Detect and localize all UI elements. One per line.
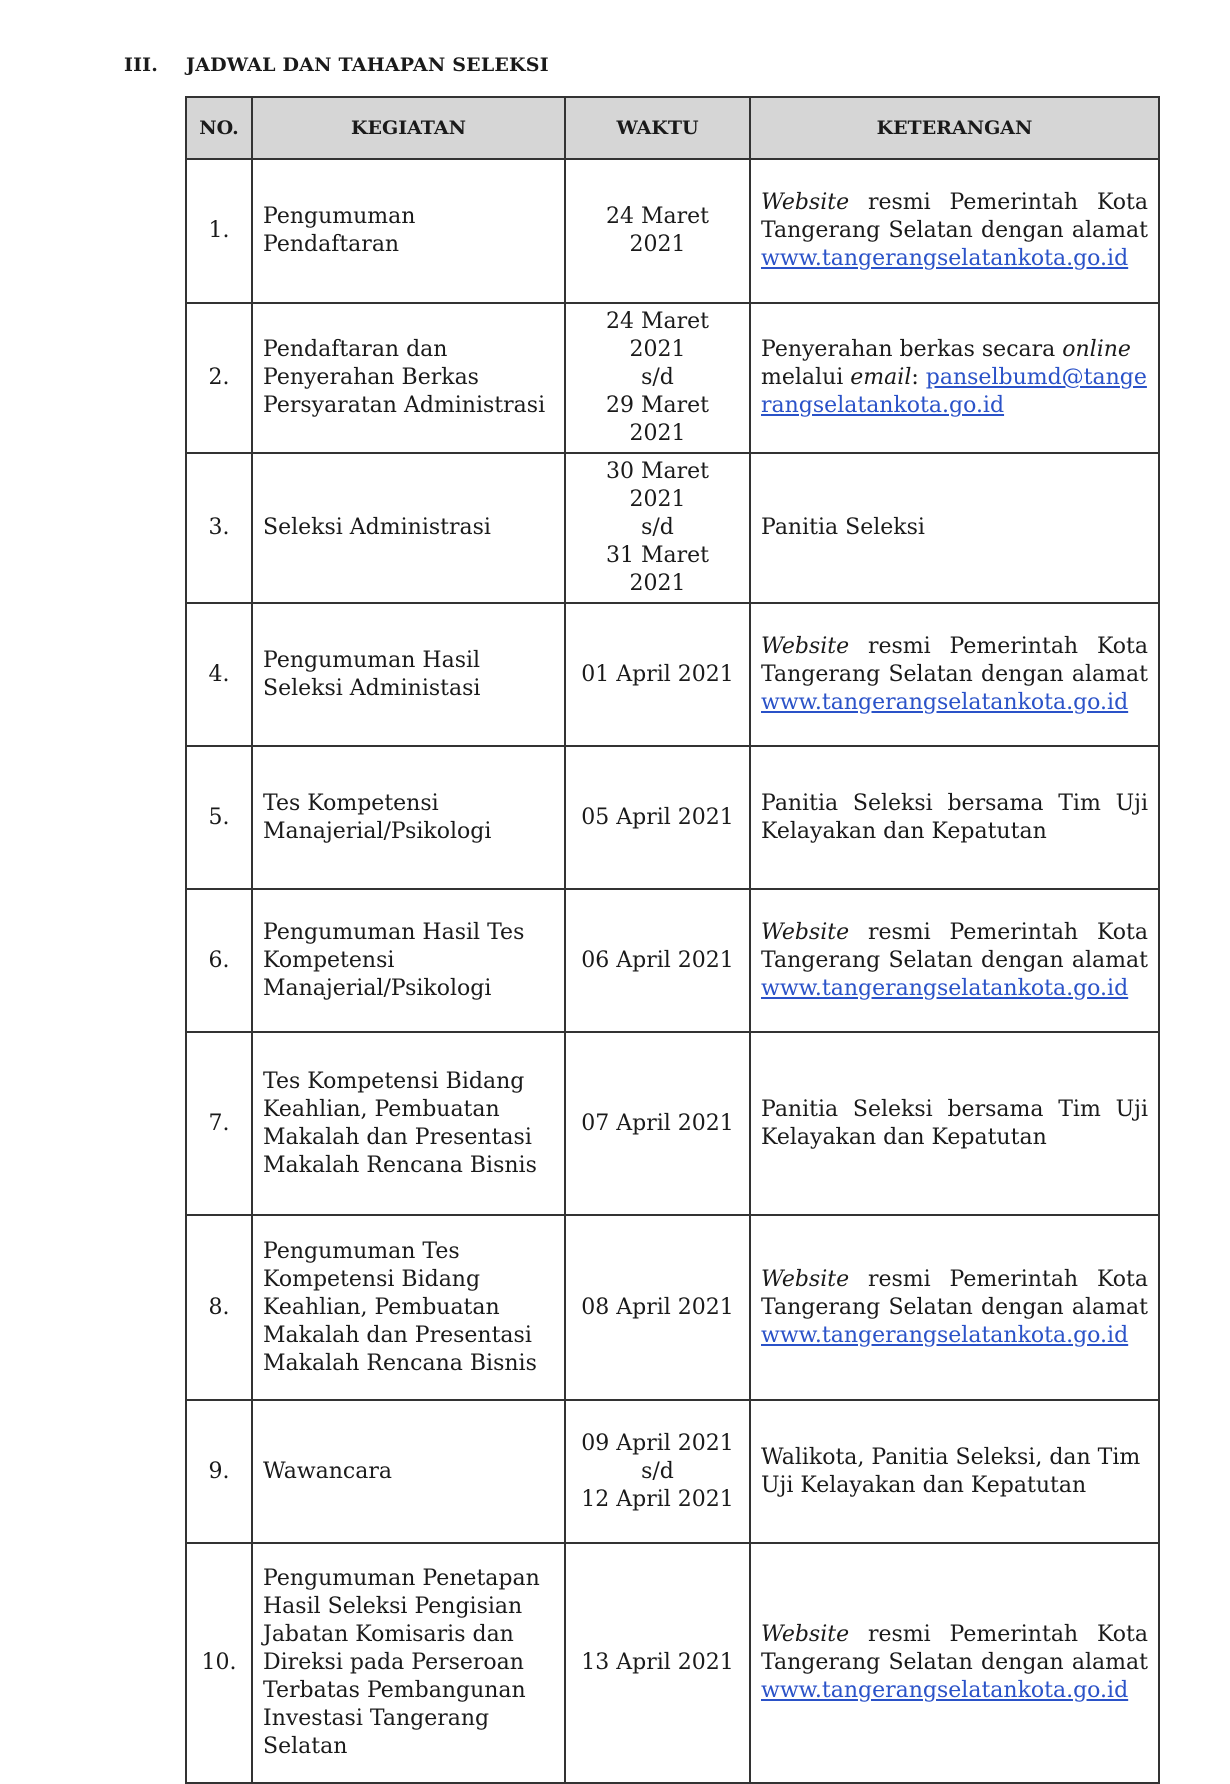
website-link[interactable]: www.tangerangselatankota.go.id — [761, 246, 1129, 271]
row-number: 1. — [186, 159, 252, 303]
row-waktu: 07 April 2021 — [565, 1032, 750, 1215]
header-kegiatan: KEGIATAN — [252, 97, 565, 159]
website-link[interactable]: www.tangerangselatankota.go.id — [761, 1322, 1129, 1348]
email-link[interactable]: panselbumd@tangerangselatankota.go.id — [761, 365, 1147, 418]
row-number: 5. — [186, 746, 252, 889]
table-row — [186, 453, 1159, 603]
row-number: 2. — [186, 303, 252, 453]
header-no: NO. — [186, 97, 252, 159]
row-number: 9. — [186, 1400, 252, 1543]
section-title: JADWAL DAN TAHAPAN SELEKSI — [186, 54, 549, 76]
row-waktu: 05 April 2021 — [565, 746, 750, 889]
row-waktu: 13 April 2021 — [565, 1543, 750, 1783]
row-keterangan: Website resmi Pemerintah Kota Tangerang Selatan dengan alamat www.tangerangselatankota.go.id — [750, 159, 1159, 303]
row-number: 4. — [186, 603, 252, 746]
table-row — [186, 603, 1159, 746]
row-number: 8. — [186, 1215, 252, 1400]
row-keterangan: Penyerahan berkas secara online melalui email: panselbumd@tangerangselatankota.go.id — [750, 303, 1159, 453]
row-kegiatan: Pendaftaran dan Penyerahan Berkas Persyaratan Administrasi — [252, 303, 565, 453]
row-waktu: 24 Maret 2021 — [565, 159, 750, 303]
row-kegiatan: Seleksi Administrasi — [252, 453, 565, 603]
row-keterangan: Walikota, Panitia Seleksi, dan Tim Uji Kelayakan dan Kepatutan — [750, 1400, 1159, 1543]
row-kegiatan: Tes Kompetensi Bidang Keahlian, Pembuatan Makalah dan Presentasi Makalah Rencana Bisnis — [252, 1032, 565, 1215]
row-number: 6. — [186, 889, 252, 1032]
row-keterangan: Website resmi Pemerintah Kota Tangerang Selatan dengan alamat www.tangerangselatankota.go.id — [750, 889, 1159, 1032]
table-row — [186, 1543, 1159, 1783]
table-row — [186, 303, 1159, 453]
section-heading — [124, 54, 549, 76]
row-kegiatan: Pengumuman Hasil Seleksi Administasi — [252, 603, 565, 746]
row-waktu: 30 Maret 2021 s/d 31 Maret 2021 — [565, 453, 750, 603]
row-keterangan: Panitia Seleksi — [750, 453, 1159, 603]
website-link[interactable]: www.tangerangselatankota.go.id — [761, 689, 1129, 715]
table-row — [186, 889, 1159, 1032]
table-row — [186, 746, 1159, 889]
header-waktu: WAKTU — [565, 97, 750, 159]
row-waktu: 09 April 2021 s/d 12 April 2021 — [565, 1400, 750, 1543]
row-waktu: 24 Maret 2021 s/d 29 Maret 2021 — [565, 303, 750, 453]
row-number: 10. — [186, 1543, 252, 1783]
row-keterangan: Website resmi Pemerintah Kota Tangerang Selatan dengan alamat www.tangerangselatankota.go.id — [750, 603, 1159, 746]
website-link[interactable]: www.tangerangselatankota.go.id — [761, 975, 1129, 1001]
table-row — [186, 1215, 1159, 1400]
schedule-table — [185, 96, 1160, 1784]
row-waktu: 01 April 2021 — [565, 603, 750, 746]
row-kegiatan: Pengumuman Hasil Tes Kompetensi Manajerial/Psikologi — [252, 889, 565, 1032]
row-waktu: 06 April 2021 — [565, 889, 750, 1032]
row-kegiatan: Pengumuman Penetapan Hasil Seleksi Pengisian Jabatan Komisaris dan Direksi pada Perseroan Terbatas Pembangunan Investasi Tangerang Selatan — [252, 1543, 565, 1783]
row-waktu: 08 April 2021 — [565, 1215, 750, 1400]
row-kegiatan: Pengumuman Pendaftaran — [252, 159, 565, 303]
row-kegiatan: Tes Kompetensi Manajerial/Psikologi — [252, 746, 565, 889]
row-keterangan: Panitia Seleksi bersama Tim Uji Kelayakan dan Kepatutan — [750, 1032, 1159, 1215]
row-kegiatan: Wawancara — [252, 1400, 565, 1543]
table-row — [186, 159, 1159, 303]
row-keterangan: Website resmi Pemerintah Kota Tangerang Selatan dengan alamat www.tangerangselatankota.go.id — [750, 1215, 1159, 1400]
row-kegiatan: Pengumuman Tes Kompetensi Bidang Keahlian, Pembuatan Makalah dan Presentasi Makalah Rencana Bisnis — [252, 1215, 565, 1400]
row-number: 7. — [186, 1032, 252, 1215]
row-keterangan: Panitia Seleksi bersama Tim Uji Kelayakan dan Kepatutan — [750, 746, 1159, 889]
table-header-row — [186, 97, 1159, 159]
section-number: III. — [124, 54, 159, 76]
website-link[interactable]: www.tangerangselatankota.go.id — [761, 1678, 1129, 1703]
table-row — [186, 1400, 1159, 1543]
header-keterangan: KETERANGAN — [750, 97, 1159, 159]
table-row — [186, 1032, 1159, 1215]
row-number: 3. — [186, 453, 252, 603]
row-keterangan: Website resmi Pemerintah Kota Tangerang Selatan dengan alamat www.tangerangselatankota.go.id — [750, 1543, 1159, 1783]
